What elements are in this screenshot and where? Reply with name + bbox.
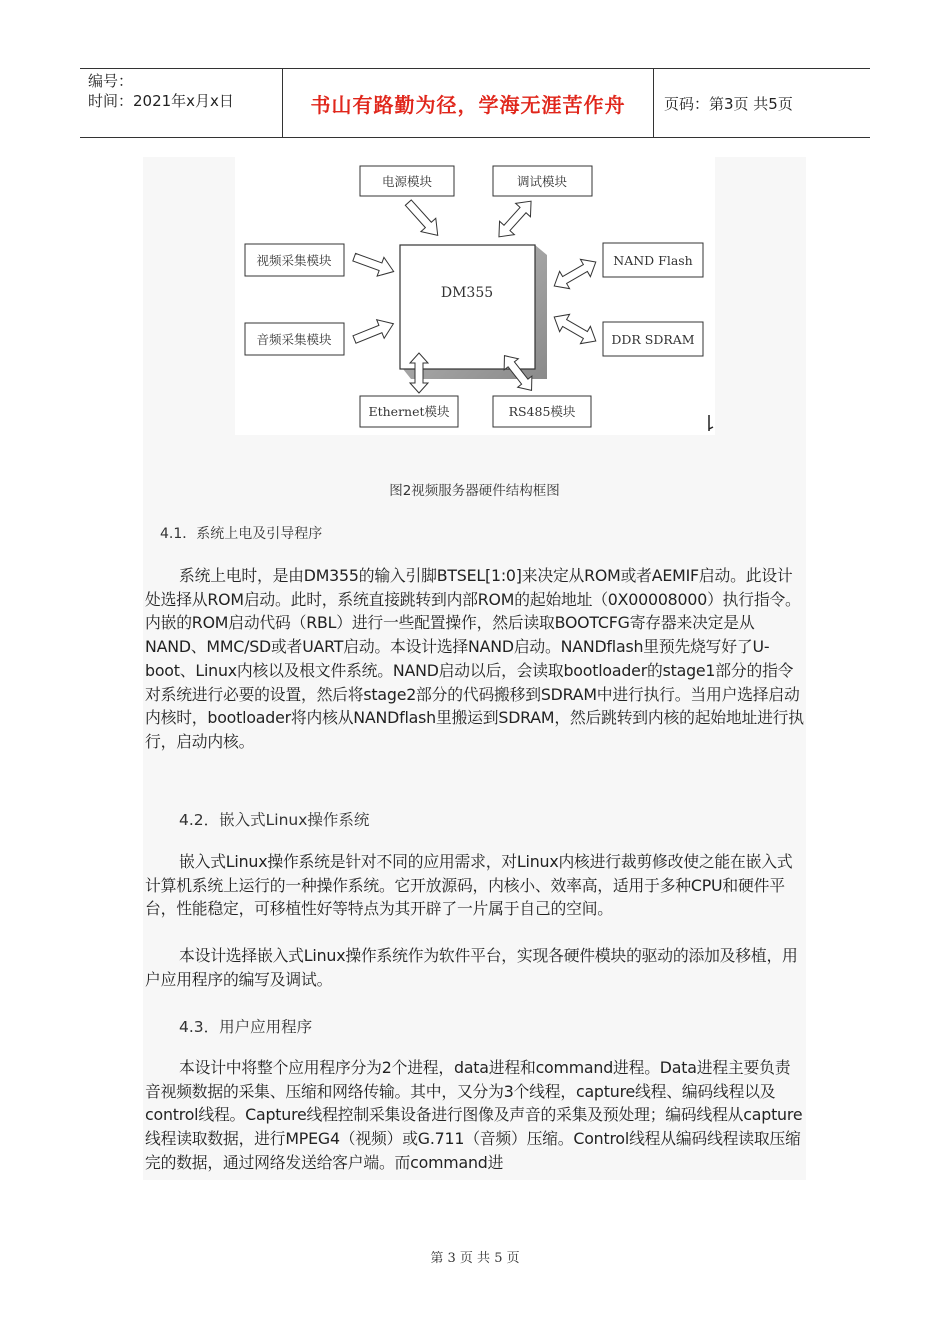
header-page-info: 页码：第3页 共5页 — [664, 94, 793, 113]
rs485-module — [493, 396, 591, 427]
arrow-ddr-bidir — [549, 308, 601, 349]
section-4-3-body: 本设计中将整个应用程序分为2个进程，data进程和command进程。Data进程主要负责音视频数据的采集、压缩和网络传输。其中，又分为3个线程，capture线程、编码线程以及control线程。Capture线程控制采集设备进行图像及声音的采集及预处理；编码线程从capture线程读取数据，进行MPEG4（视频）或G.711（音频）压缩。Control线程从编码线程读取压缩完的数据，通过网络发送给客户端。而command进 — [145, 1058, 803, 1172]
section-4-2-body-2: 本设计选择嵌入式Linux操作系统作为软件平台，实现各硬件模块的驱动的添加及移植，用户应用程序的编写及调试。 — [145, 946, 798, 989]
motto: 书山有路勤为径，学海无涯苦作舟 — [310, 92, 626, 117]
figure-caption: 图2视频服务器硬件结构框图 — [389, 483, 560, 499]
section-4-2-title: 4.2．嵌入式Linux操作系统 — [179, 811, 370, 829]
dm355-label: DM355 — [440, 285, 494, 301]
page-footer: 第 3 页 共 5 页 — [430, 1251, 520, 1266]
arrow-audio-in — [351, 314, 397, 348]
video-module-label: 视频采集模块 — [256, 253, 332, 268]
ethernet-module — [360, 396, 458, 427]
section-4-1-title: 4.1．系统上电及引导程序 — [160, 526, 323, 542]
arrow-power-in — [401, 196, 445, 242]
nand-module-label: NAND Flash — [613, 253, 693, 268]
header-meta-cell — [80, 69, 283, 137]
page-header — [80, 68, 870, 138]
content-area — [143, 157, 806, 1180]
nand-flash-module — [603, 243, 703, 277]
section-4-2-body-1: 嵌入式Linux操作系统是针对不同的应用需求，对Linux内核进行裁剪修改使之能在嵌入式计算机系统上运行的一种操作系统。它开放源码，内核小、效率高，适用于多种CPU和硬件平台，性能稳定，可移植性好等特点为其开辟了一片属于自己的空间。 — [145, 852, 793, 919]
audio-module-label: 音频采集模块 — [256, 332, 332, 347]
cursor-mark — [709, 415, 713, 431]
ethernet-module-label: Ethernet模块 — [368, 404, 450, 419]
debug-module — [493, 166, 592, 196]
debug-module-label: 调试模块 — [516, 174, 568, 189]
section-4-1-body: 系统上电时，是由DM355的输入引脚BTSEL[1:0]来决定从ROM或者AEMIF启动。此设计处选择从ROM启动。此时，系统直接跳转到内部ROM的起始地址（0X00008000）执行指令。内嵌的ROM启动代码（RBL）进行一些配置操作，然后读取BOOTCFG寄存器来决定是从NAND、MMC/SD或者UART启动。本设计选择NAND启动。NANDflash里预先烧写好了U-boot、Linux内核以及根文件系统。NAND启动以后，会读取bootloader的stage1部分的指令对系统进行必要的设置，然后将stage2部分的代码搬移到SDRAM中进行执行。当用户选择启动内核时，bootloader将内核从NANDflash里搬运到SDRAM，然后跳转到内核的起始地址进行执行，启动内核。 — [145, 566, 804, 751]
arrow-nand-bidir — [549, 253, 601, 294]
doc-time: 时间：2021年x月x日 — [88, 92, 234, 110]
section-4-3-title: 4.3．用户应用程序 — [179, 1018, 313, 1036]
header-page-cell — [654, 69, 870, 137]
ddr-sdram-module — [603, 322, 703, 356]
hardware-block-diagram — [235, 157, 715, 435]
doc-number: 编号： — [88, 72, 134, 90]
power-module-label: 电源模块 — [381, 174, 433, 189]
video-capture-module — [245, 244, 344, 276]
ddr-module-label: DDR SDRAM — [611, 332, 695, 347]
arrow-debug-bidir — [492, 194, 539, 243]
power-module — [360, 166, 454, 196]
rs485-module-label: RS485模块 — [508, 404, 576, 419]
header-motto-cell — [283, 69, 654, 137]
arrow-video-in — [351, 248, 397, 281]
audio-capture-module — [245, 323, 344, 355]
